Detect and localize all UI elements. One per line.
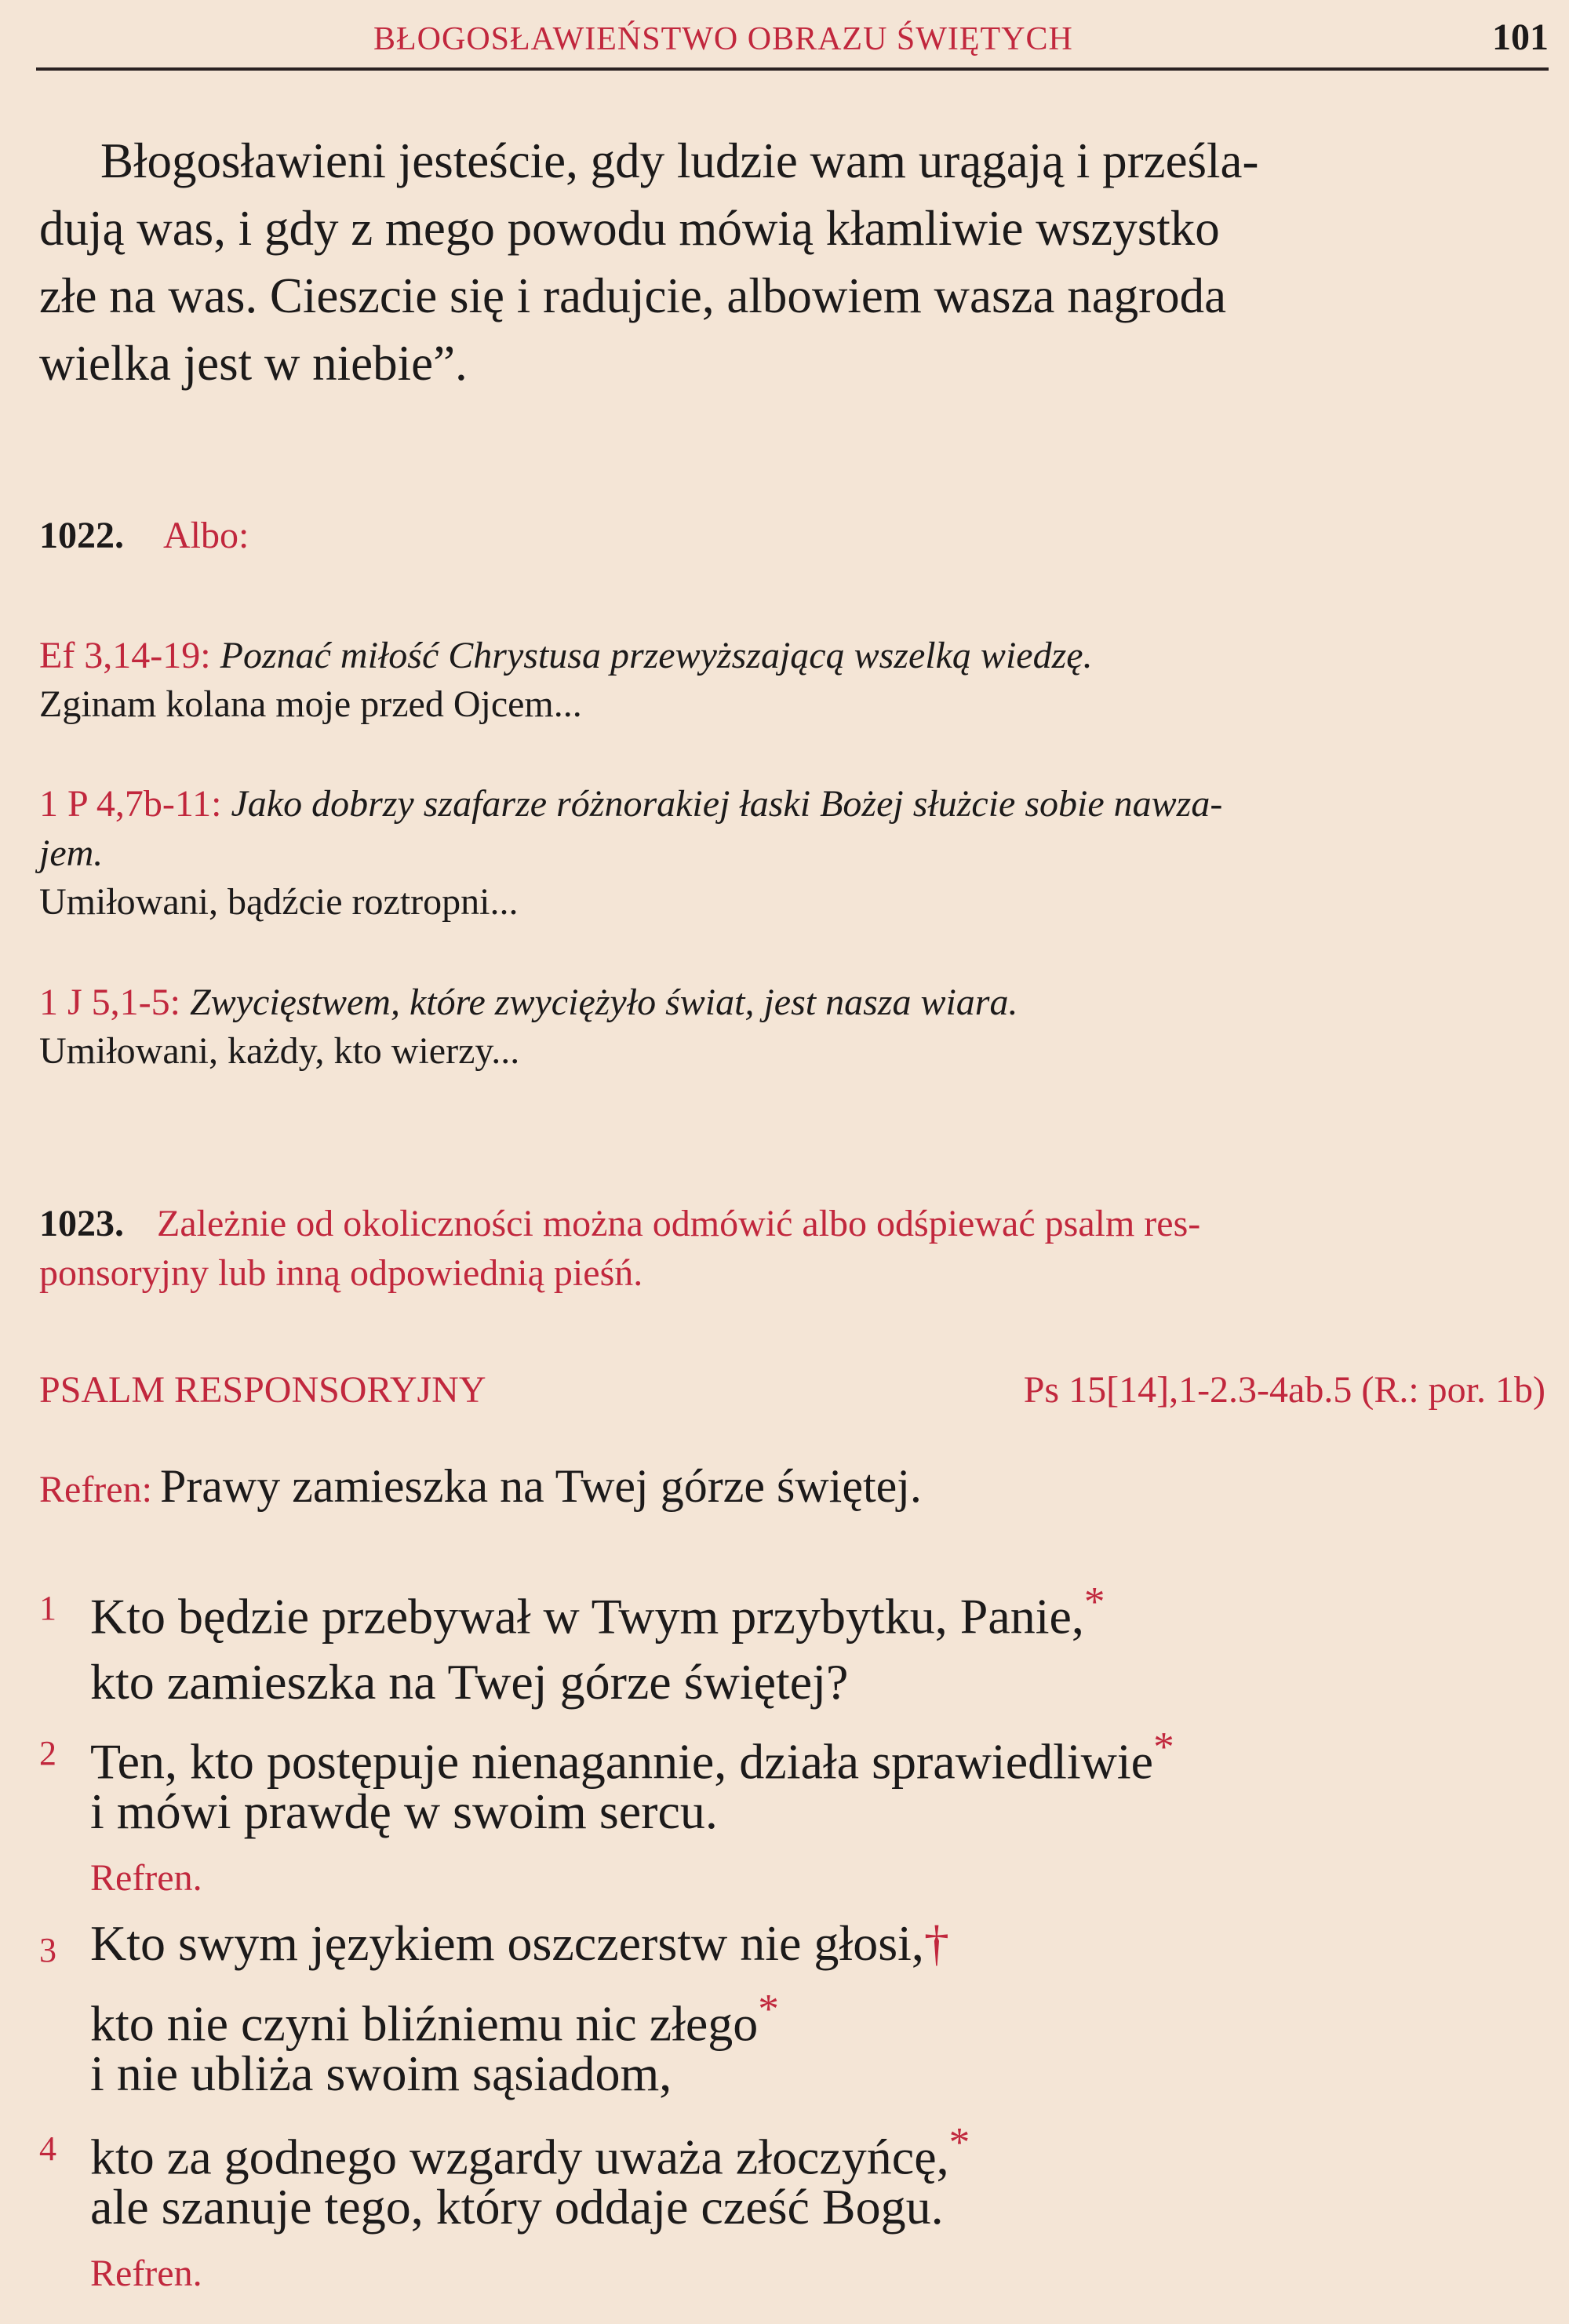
reading-reference: 1 J 5,1-5: xyxy=(39,982,180,1023)
reading-reference: 1 P 4,7b-11: xyxy=(39,783,222,825)
intro-line: złe na was. Cieszcie się i radujcie, albowiem wasza nagroda xyxy=(39,268,1227,323)
refrain-text: Prawy zamieszka na Twej górze świętej. xyxy=(159,1460,922,1512)
stanza-number: 2 xyxy=(39,1734,56,1772)
stanza-number: 4 xyxy=(39,2129,56,2168)
asterisk-mark: * xyxy=(758,1985,779,2032)
refrain-marker: Refren. xyxy=(90,2253,202,2294)
refrain-label: Refren: xyxy=(39,1469,152,1510)
verse-line: Kto będzie przebywał w Twym przybytku, Panie,* xyxy=(90,1578,1105,1645)
running-title: BŁOGOSŁAWIEŃSTWO OBRAZU ŚWIĘTYCH xyxy=(373,21,1073,57)
verse-line: i mówi prawdę w swoim sercu. xyxy=(90,1783,718,1839)
running-header xyxy=(36,11,1549,71)
intro-line: dują was, i gdy z mego powodu mówią kłamliwie wszystko xyxy=(39,201,1220,256)
psalm-heading: PSALM RESPONSORYJNY xyxy=(39,1369,486,1411)
dagger-mark: † xyxy=(923,1915,949,1971)
reading-line xyxy=(39,782,1222,825)
stanza-number: 1 xyxy=(39,1589,56,1627)
reading-incipit: Zginam kolana moje przed Ojcem... xyxy=(39,683,582,725)
reading-line xyxy=(39,981,1017,1024)
asterisk-mark: * xyxy=(1153,1723,1174,1770)
psalm-reference: Ps 15[14],1-2.3-4ab.5 (R.: por. 1b) xyxy=(1023,1369,1545,1411)
rubric-number: 1022. xyxy=(39,515,124,556)
rubric-text: Zależnie od okoliczności można odmówić albo odśpiewać psalm res- xyxy=(157,1203,1201,1244)
intro-line: Błogosławieni jesteście, gdy ludzie wam urągają i prześla- xyxy=(100,133,1259,188)
reading-line xyxy=(39,634,1093,677)
verse-line: kto nie czyni bliźniemu nic złego* xyxy=(90,1985,779,2052)
reading-title: Poznać miłość Chrystusa przewyższającą wszelką wiedzę. xyxy=(220,635,1093,676)
rubric-1023 xyxy=(39,1202,1200,1245)
rubric-text-cont: ponsoryjny lub inną odpowiednią pieśń. xyxy=(39,1252,643,1294)
psalm-refrain xyxy=(39,1459,922,1514)
verse-line: ale szanuje tego, który oddaje cześć Bogu. xyxy=(90,2179,944,2235)
verse-line: Kto swym językiem oszczerstw nie głosi,† xyxy=(90,1915,949,1971)
refrain-marker: Refren. xyxy=(90,1857,202,1899)
reading-reference: Ef 3,14-19: xyxy=(39,635,211,676)
stanza-number: 3 xyxy=(39,1931,56,1969)
asterisk-mark: * xyxy=(948,2118,970,2166)
reading-incipit: Umiłowani, każdy, kto wierzy... xyxy=(39,1030,520,1072)
verse-line: kto zamieszka na Twej górze świętej? xyxy=(90,1654,849,1710)
page-number: 101 xyxy=(1492,16,1549,58)
intro-line: wielka jest w niebie”. xyxy=(39,336,468,391)
asterisk-mark: * xyxy=(1083,1578,1105,1625)
reading-incipit: Umiłowani, bądźcie roztropni... xyxy=(39,881,519,923)
rubric-number: 1023. xyxy=(39,1203,124,1244)
rubric-1022 xyxy=(39,514,249,557)
reading-title: Zwycięstwem, które zwyciężyło świat, jest nasza wiara. xyxy=(190,982,1018,1023)
verse-line: i nie ubliża swoim sąsiadom, xyxy=(90,2045,672,2101)
verse-line: kto za godnego wzgardy uważa złoczyńcę,* xyxy=(90,2118,970,2185)
reading-title: Jako dobrzy szafarze różnorakiej łaski Bożej służcie sobie nawza- xyxy=(231,783,1223,825)
reading-title-cont: jem. xyxy=(39,832,104,874)
verse-line: Ten, kto postępuje nienagannie, działa sprawiedliwie* xyxy=(90,1723,1174,1790)
rubric-label: Albo: xyxy=(163,515,249,556)
